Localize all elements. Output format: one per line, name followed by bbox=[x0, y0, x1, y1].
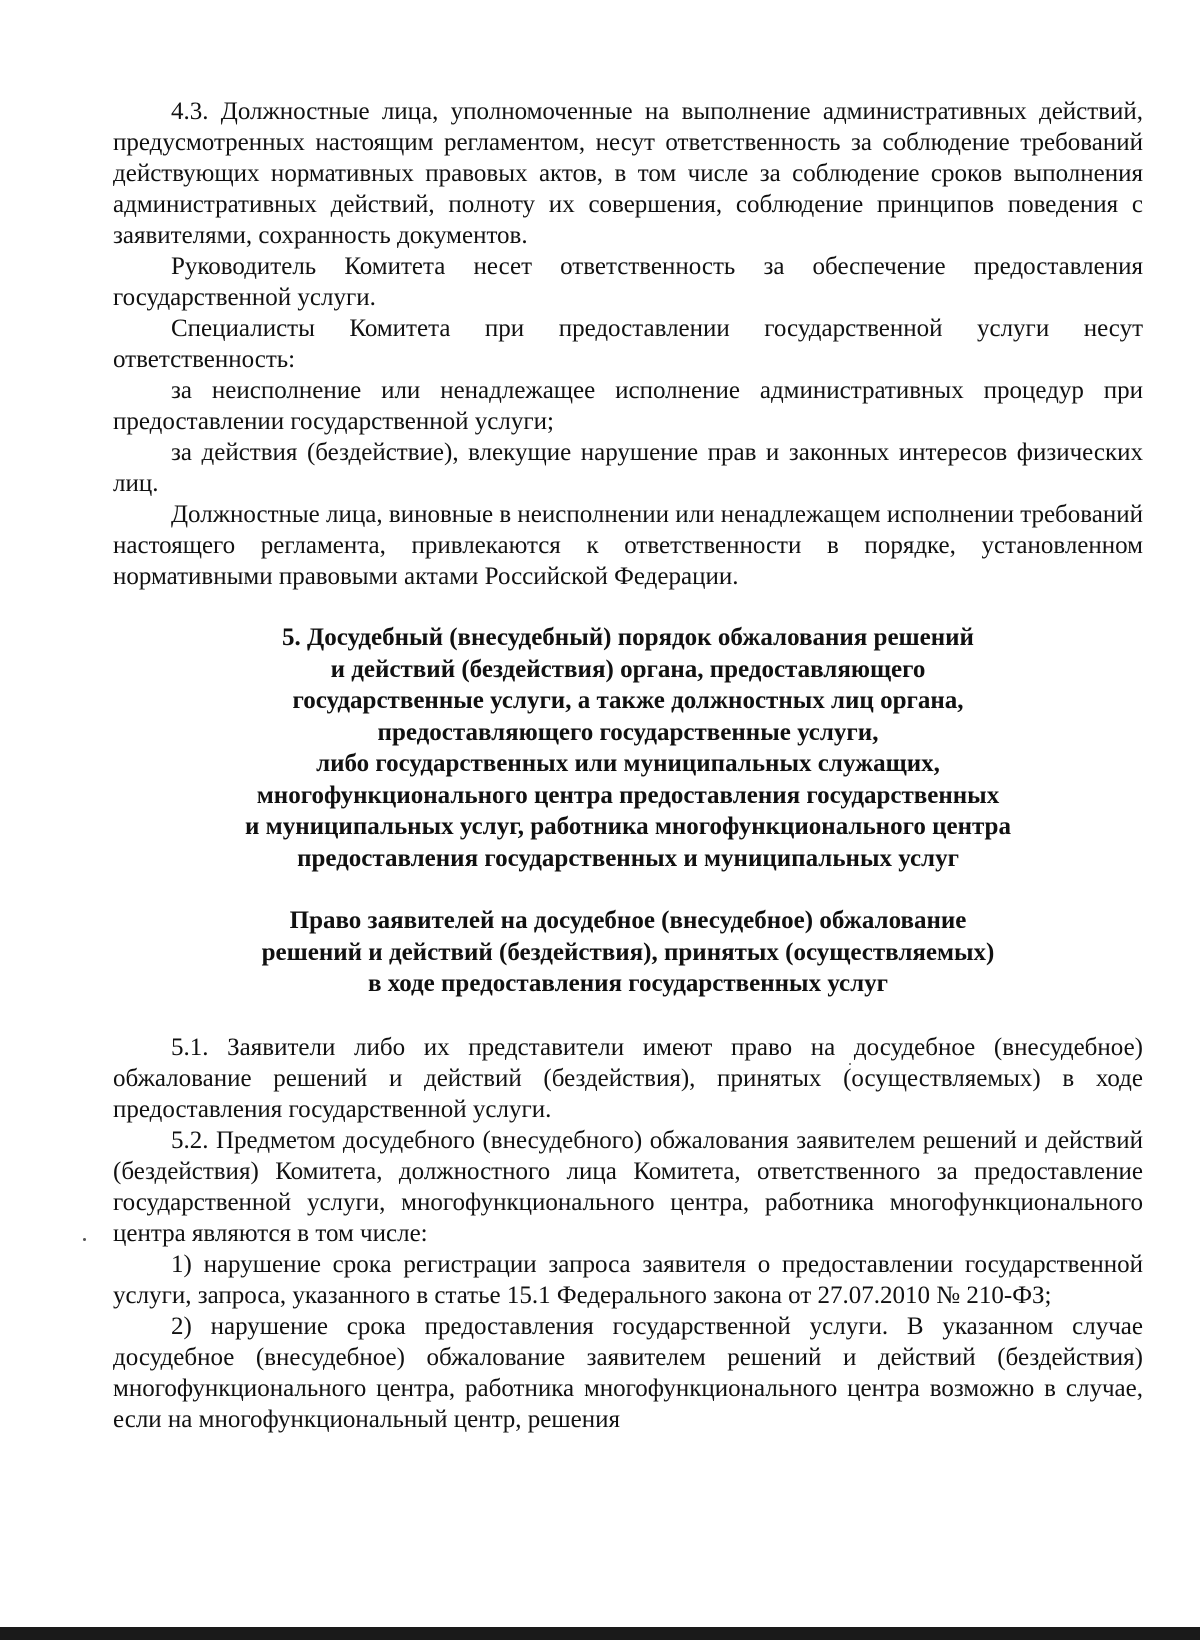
paragraph-item-2: 2) нарушение срока предоставления государственной услуги. В указанном случае досудебное (внесудебное) обжалование заявителем решений и действий (бездействия) многофункционального центра, работника многофункционального центра возможно в случае, если на многофункциональный центр, решения bbox=[113, 1312, 1143, 1433]
subsection-heading-line: Право заявителей на досудебное (внесудебное) обжалование bbox=[289, 907, 967, 934]
paragraph-5-1: 5.1. Заявители либо их представители имеют право на досудебное (внесудебное) обжалование решений и действий (бездействия), принятых (осуществляемых) в ходе предоставления государственной услуги. bbox=[113, 1033, 1143, 1123]
section-heading-line: и действий (бездействия) органа, предоставляющего bbox=[330, 655, 926, 683]
section-heading-line: 5. Досудебный (внесудебный) порядок обжалования решений bbox=[282, 624, 974, 651]
paragraph-5-2: 5.2. Предметом досудебного (внесудебного) обжалования заявителем решений и действий (бездействия) Комитета, должностного лица Комитета, ответственного за предоставление государственной услуги, многофункционального центра, работника многофункционального центра являются в том числе: bbox=[113, 1126, 1143, 1247]
paragraph-officials-guilty: Должностные лица, виновные в неисполнении или ненадлежащем исполнении требований настоящего регламента, привлекаются к ответственности в порядке, установленном нормативными правовыми актами Российской Федерации. bbox=[113, 501, 1143, 590]
subsection-heading-line: в ходе предоставления государственных услуг bbox=[367, 970, 889, 997]
paragraph-item-1: 1) нарушение срока регистрации запроса заявителя о предоставлении государственной услуги, запроса, указанного в статье 15.1 Федерального закона от 27.07.2010 № 210-ФЗ; bbox=[113, 1250, 1143, 1309]
section-heading-line: многофункционального центра предоставления государственных bbox=[256, 781, 1000, 809]
scan-speck bbox=[849, 1063, 851, 1065]
paragraph-non-fulfillment: за неисполнение или ненадлежащее исполнение административных процедур при предоставлении государственной услуги; bbox=[113, 377, 1143, 435]
section-heading-line: предоставляющего государственные услуги, bbox=[377, 718, 879, 746]
section-heading-line: и муниципальных услуг, работника многофункционального центра bbox=[245, 813, 1011, 840]
section-heading-line: либо государственных или муниципальных служащих, bbox=[316, 750, 940, 777]
scan-bottom-edge bbox=[0, 1627, 1200, 1640]
paragraph-specialists-responsibility: Специалисты Комитета при предоставлении государственной услуги несут ответственность: bbox=[113, 315, 1143, 373]
paragraph-4-3: 4.3. Должностные лица, уполномоченные на выполнение административных действий, предусмотренных настоящим регламентом, несут ответственность за соблюдение требований действующих нормативных правовых актов, в том числе за соблюдение сроков выполнения административных действий, полноту их совершения, соблюдение принципов поведения с заявителями, сохранность документов. bbox=[113, 98, 1143, 249]
document-body bbox=[113, 96, 1143, 1435]
section-heading-line: предоставления государственных и муниципальных услуг bbox=[297, 844, 959, 872]
subsection-heading bbox=[113, 905, 1143, 1000]
paragraph-head-responsibility: Руководитель Комитета несет ответственность за обеспечение предоставления государственной услуги. bbox=[113, 253, 1143, 311]
section-5-heading bbox=[113, 622, 1143, 874]
section-heading-line: государственные услуги, а также должностных лиц органа, bbox=[292, 687, 964, 714]
paragraph-actions-inaction: за действия (бездействие), влекущие нарушение прав и законных интересов физических лиц. bbox=[113, 439, 1143, 497]
scan-speck bbox=[83, 1238, 86, 1241]
subsection-heading-line: решений и действий (бездействия), принятых (осуществляемых) bbox=[261, 938, 995, 966]
